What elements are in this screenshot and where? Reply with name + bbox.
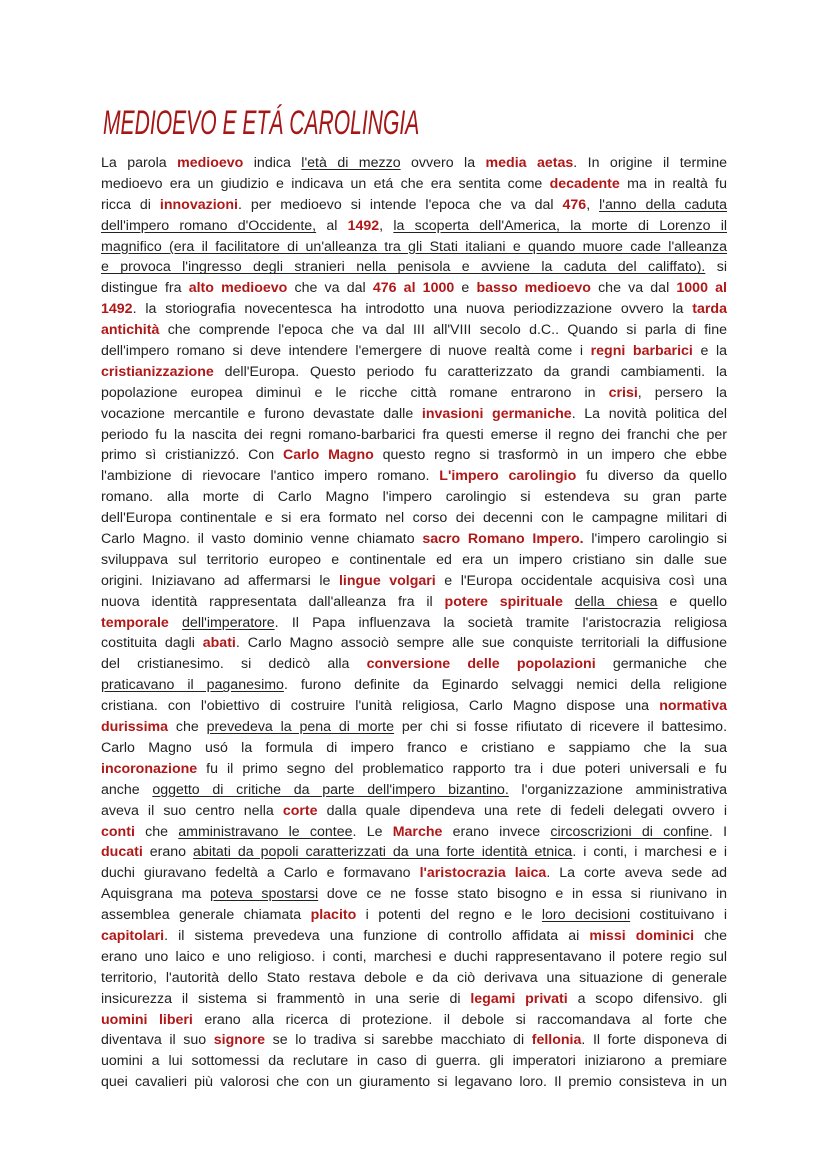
underlined-phrase: oggetto di critiche da parte dell'impero bizantino. <box>152 781 509 798</box>
underlined-phrase: praticavano il paganesimo <box>101 677 284 694</box>
text-run: fu il primo segno del problematico rapporto tra i due poteri universali e fu <box>197 760 727 777</box>
highlighted-term: media aetas <box>485 155 574 171</box>
underlined-phrase: l'anno della caduta <box>599 196 727 213</box>
text-run: se lo tradiva si sarebbe macchiato di <box>265 1032 532 1049</box>
highlighted-term: innovazioni <box>159 196 238 213</box>
text-run: dell'Europa. Questo periodo fu caratterizzato da grandi cambiamenti. la <box>213 363 727 380</box>
text-line <box>101 759 727 780</box>
text-run: ricca di <box>101 196 160 213</box>
text-line <box>101 571 727 592</box>
text-line <box>101 905 727 926</box>
text-line <box>101 341 727 362</box>
text-line <box>101 926 727 947</box>
text-run: nuova identità rappresentata dall'alleanza fra il <box>101 593 445 610</box>
highlighted-term: durissima <box>101 719 169 736</box>
text-run <box>169 615 182 631</box>
text-run: vocazione mercantile e furono devastate dalle <box>101 405 422 422</box>
highlighted-term: 1492 <box>347 217 380 234</box>
text-line <box>101 1030 727 1051</box>
text-run: che comprende l'epoca che va dal III all'VIII secolo d.C.. Quando si parla di fine <box>159 322 727 339</box>
text-run: . la storiografia novecentesca ha introdotto una nuova periodizzazione ovvero la <box>132 301 693 318</box>
highlighted-term: 476 al 1000 <box>372 280 455 297</box>
body-paragraph <box>101 153 727 1093</box>
highlighted-term: legami privati <box>470 990 568 1007</box>
text-run: ma in realtà fu <box>619 175 727 192</box>
highlighted-term: lingue volgari <box>338 572 436 589</box>
text-run: l'organizzazione amministrativa <box>508 781 727 798</box>
text-line <box>101 989 727 1010</box>
highlighted-term: crisi <box>608 384 638 401</box>
text-run: distingue fra <box>101 280 189 297</box>
text-run: La parola <box>101 155 178 171</box>
highlighted-term: missi dominici <box>589 927 695 944</box>
text-run: . furono definite da Eginardo selvaggi nemici della religione <box>283 677 727 694</box>
text-run: dalla quale dipendeva una rete di fedeli delegati ovvero i <box>317 802 727 819</box>
text-run: , <box>379 217 394 234</box>
underlined-phrase: e provoca l'ingresso degli stranieri nella penisola e avviene la caduta del califfato). <box>101 259 706 276</box>
highlighted-term: signore <box>213 1032 265 1049</box>
text-run: al <box>316 217 348 234</box>
underlined-phrase: amministravano le contee <box>178 823 353 840</box>
text-run: che va dal <box>590 280 677 297</box>
text-run: erano alla ricerca di protezione. il debole si raccomandava al forte che <box>192 1011 728 1028</box>
highlighted-term: ducati <box>101 844 143 861</box>
text-line <box>101 216 727 237</box>
underlined-phrase: magnifico (era il facilitatore di un'alleanza tra gli Stati italiani e quando muore cade l'alleanza <box>101 238 727 255</box>
text-run: e l'Europa occidentale acquisiva così una <box>435 572 728 589</box>
text-line <box>101 278 727 299</box>
text-run: indica <box>243 155 302 171</box>
text-line <box>101 738 727 759</box>
text-run: del cristianesimo. si dedicò alla <box>101 656 367 673</box>
highlighted-term: incoronazione <box>101 760 198 777</box>
highlighted-term: temporale <box>101 614 169 631</box>
text-run: . La novità politica del <box>571 405 727 422</box>
text-line <box>101 1072 727 1093</box>
text-line <box>101 1051 727 1072</box>
text-run: dove ce ne fosse stato bisogno e in essa si riunivano in <box>318 886 727 903</box>
text-run: dell'impero romano si deve intendere l'emergere di nuove realtà come i <box>101 343 591 360</box>
text-line <box>101 696 727 717</box>
underlined-phrase: dell'impero romano d'Occidente, <box>101 217 317 234</box>
text-run: l'impero carolingio si <box>583 531 727 548</box>
highlighted-term: normativa <box>659 698 727 715</box>
text-run: e <box>454 280 477 297</box>
text-line <box>101 801 727 822</box>
text-run: fu diverso da quello <box>576 468 727 485</box>
text-run: aveva il suo centro nella <box>101 802 283 819</box>
text-run: erano invece <box>442 823 551 840</box>
text-line <box>101 174 727 195</box>
text-run: Aquisgrana ma <box>101 886 211 903</box>
text-run: e quello <box>657 593 727 610</box>
text-run: assemblea generale chiamata <box>101 907 311 924</box>
text-run: erano <box>142 844 194 861</box>
text-run: , persero la <box>637 384 727 401</box>
text-run: . In origine il termine <box>573 155 728 171</box>
text-run: . il sistema prevedeva una funzione di controllo affidata ai <box>164 927 590 944</box>
text-run: romano. alla morte di Carlo Magno l'impero carolingio si estendeva su gran parte <box>101 489 727 506</box>
text-line <box>101 675 727 696</box>
text-run: che <box>134 823 179 840</box>
text-run: insicurezza il sistema si frammentò in una serie di <box>101 990 471 1007</box>
underlined-phrase: loro decisioni <box>541 907 631 924</box>
underlined-phrase: circoscrizioni di confine <box>550 823 709 840</box>
text-line <box>101 487 727 508</box>
highlighted-term: medioevo <box>177 155 244 171</box>
highlighted-term: L'impero carolingio <box>439 468 577 485</box>
text-run: . Il Papa influenzava la società tramite l'aristocrazia religiosa <box>274 614 727 631</box>
text-run: medioevo era un giudizio e indicava un etá che era sentita come <box>101 175 550 192</box>
text-line <box>101 383 727 404</box>
text-line <box>101 299 727 320</box>
highlighted-term: 1000 al <box>676 280 727 297</box>
underlined-phrase: della chiesa <box>574 593 658 610</box>
text-line <box>101 842 727 863</box>
text-run: , <box>586 196 600 213</box>
text-line <box>101 968 727 989</box>
text-line <box>101 320 727 341</box>
text-line <box>101 404 727 425</box>
highlighted-term: placito <box>310 907 357 924</box>
text-line <box>101 425 727 446</box>
text-line <box>101 362 727 383</box>
highlighted-term: fellonia <box>531 1032 582 1049</box>
highlighted-term: Marche <box>392 823 443 840</box>
text-run: per chi si fosse rifiutato di ricevere il battesimo. <box>394 719 728 736</box>
text-run: dell'Europa continentale e si era formato nel corso dei decenni con le campagne militari di <box>101 510 727 527</box>
text-run: a scopo difensivo. gli <box>567 990 727 1007</box>
text-run <box>563 594 575 610</box>
text-run: primo sì cristianizzó. Con <box>101 447 283 464</box>
text-run: uomini a lui sottomessi da reclutare in caso di guerra. gli imperatori iniziarono a premiare <box>101 1053 727 1070</box>
text-run: quei cavalieri più valorosi che con un giuramento si legavano loro. Il premio consisteva in un <box>101 1074 727 1091</box>
text-run: . I <box>708 823 728 840</box>
text-run: i potenti del regno e le <box>356 907 542 924</box>
highlighted-term: potere spirituale <box>444 593 563 610</box>
text-run: Carlo Magno usó la formula di impero franco e cristiano e sappiamo che la sua <box>101 739 727 756</box>
underlined-phrase: poteva spostarsi <box>210 886 319 903</box>
highlighted-term: sacro Romano Impero. <box>422 531 584 548</box>
text-run: che <box>694 927 727 944</box>
highlighted-term: l'aristocrazia laica <box>419 865 547 882</box>
text-run: che va dal <box>287 280 373 297</box>
text-run: duchi giuravano fedeltà a Carlo e formavano <box>101 865 420 882</box>
text-run: . Le <box>352 823 393 840</box>
text-run: erano uno laico e uno religioso. i conti, marchesi e duchi rappresentavano il potere regio sul <box>101 948 727 965</box>
highlighted-term: invasioni germaniche <box>421 405 572 422</box>
text-line <box>101 153 727 174</box>
highlighted-term: tarda <box>692 301 727 318</box>
highlighted-term: decadente <box>549 175 620 192</box>
underlined-phrase: l'età di mezzo <box>301 155 401 171</box>
highlighted-term: regni barbarici <box>590 343 693 360</box>
text-line <box>101 466 727 487</box>
highlighted-term: conti <box>101 823 135 840</box>
text-run: costituita dagli <box>101 635 203 652</box>
underlined-phrase: dell'imperatore <box>182 614 275 631</box>
highlighted-term: capitolari <box>101 927 165 944</box>
text-line <box>101 445 727 466</box>
text-line <box>101 550 727 571</box>
text-run: diventava il suo <box>101 1032 214 1049</box>
underlined-phrase: prevedeva la pena di morte <box>206 719 395 736</box>
text-run: germaniche che <box>595 656 727 673</box>
text-run: territorio, l'autorità dello Stato restava debole e da ciò derivava una situazione di generale <box>101 969 727 986</box>
text-run: popolazione europea diminuì e le ricche città romane entrarono in <box>101 384 609 401</box>
highlighted-term: Carlo Magno <box>283 447 374 464</box>
text-run: e la <box>692 343 727 360</box>
text-run: . Il forte disponeva di <box>581 1032 727 1049</box>
highlighted-term: 476 <box>562 196 587 213</box>
text-run: . Carlo Magno associò sempre alle sue conquiste territoriali la diffusione <box>235 635 727 652</box>
text-line <box>101 592 727 613</box>
document-title: MEDIOEVO E ETÁ CAROLINGIA <box>103 104 420 142</box>
text-run: Carlo Magno. il vasto dominio venne chiamato <box>101 531 423 548</box>
text-line <box>101 257 727 278</box>
highlighted-term: abati <box>202 635 236 652</box>
text-run: costituivano i <box>630 907 727 924</box>
underlined-phrase: la scoperta dell'America, la morte di Lorenzo il <box>393 217 728 234</box>
text-line <box>101 508 727 529</box>
text-run: origini. Iniziavano ad affermarsi le <box>101 572 339 589</box>
text-line <box>101 1010 727 1031</box>
highlighted-term: 1492 <box>101 301 133 318</box>
highlighted-term: conversione delle popolazioni <box>366 656 596 673</box>
text-line <box>101 195 727 216</box>
text-run: . per medioevo si intende l'epoca che va dal <box>237 196 563 213</box>
text-line <box>101 613 727 634</box>
text-run: che <box>168 719 207 736</box>
highlighted-term: basso medioevo <box>476 280 591 297</box>
highlighted-term: antichità <box>101 322 160 339</box>
text-run: . La corte aveva sede ad <box>546 865 727 882</box>
text-run: si <box>705 259 727 276</box>
text-run: sviluppava sul territorio europeo e continentale ed era un impero cristiano sin dalle sue <box>101 551 727 568</box>
text-run: periodo fu la nascita dei regni romano-barbarici fra questi emerse il regno dei franchi che per <box>101 426 727 443</box>
text-line <box>101 780 727 801</box>
text-line <box>101 947 727 968</box>
highlighted-term: alto medioevo <box>188 280 288 297</box>
text-run: questo regno si trasformò in un impero che ebbe <box>373 447 727 464</box>
highlighted-term: cristianizzazione <box>101 363 214 380</box>
text-run: l'ambizione di rievocare l'antico impero romano. <box>101 468 440 485</box>
highlighted-term: uomini liberi <box>101 1011 193 1028</box>
text-line <box>101 863 727 884</box>
text-line <box>101 654 727 675</box>
text-run: ovvero la <box>400 155 486 171</box>
text-run: cristiana. con l'obiettivo di costruire l'unità religiosa, Carlo Magno dispose una <box>101 698 660 715</box>
text-line <box>101 529 727 550</box>
text-line <box>101 633 727 654</box>
underlined-phrase: abitati da popoli caratterizzati da una forte identità etnica <box>193 844 573 861</box>
text-line <box>101 884 727 905</box>
text-run: anche <box>101 781 153 798</box>
text-line <box>101 717 727 738</box>
text-line <box>101 237 727 258</box>
highlighted-term: corte <box>282 802 318 819</box>
text-line <box>101 822 727 843</box>
text-run: . i conti, i marchesi e i <box>572 844 727 861</box>
